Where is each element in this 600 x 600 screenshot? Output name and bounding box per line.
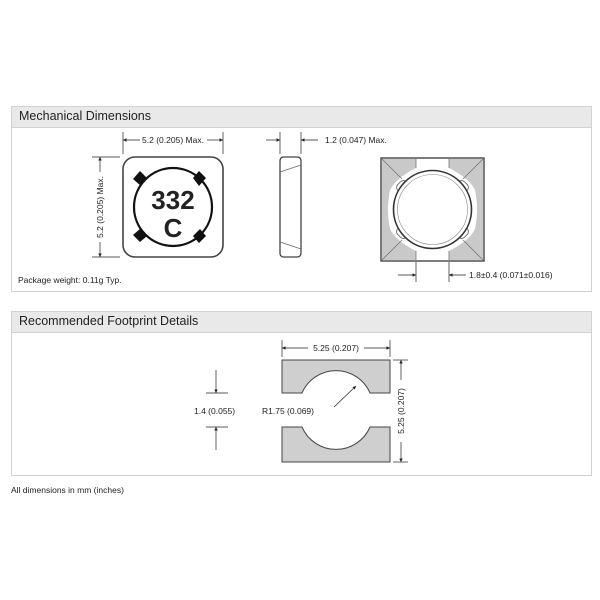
footprint-drawing (194, 340, 408, 462)
marking-line1: 332 (151, 185, 195, 215)
marking-line2: C (163, 213, 183, 243)
top-height-dimension (92, 157, 120, 257)
top-width-dimension (123, 132, 223, 154)
footprint-gap-label: 1.4 (0.055) (194, 406, 236, 416)
package-weight: Package weight: 0.11g Typ. (18, 275, 122, 285)
bottom-view (381, 158, 553, 282)
footprint-width-label: 5.25 (0.207) (313, 343, 359, 353)
top-width-label: 5.2 (0.205) Max. (142, 135, 204, 145)
side-view (266, 132, 387, 257)
footprint-title: Recommended Footprint Details (19, 314, 199, 328)
footprint-radius-label: R1.75 (0.069) (262, 406, 314, 416)
bottom-pad-label: 1.8±0.4 (0.071±0.016) (469, 270, 553, 280)
top-height-label: 5.2 (0.205) Max. (95, 176, 105, 238)
footer-note: All dimensions in mm (inches) (11, 485, 124, 495)
side-thickness-label: 1.2 (0.047) Max. (325, 135, 387, 145)
top-view (123, 157, 223, 257)
footprint-height-label: 5.25 (0.207) (396, 388, 406, 434)
mechanical-dimensions-title: Mechanical Dimensions (19, 109, 152, 123)
